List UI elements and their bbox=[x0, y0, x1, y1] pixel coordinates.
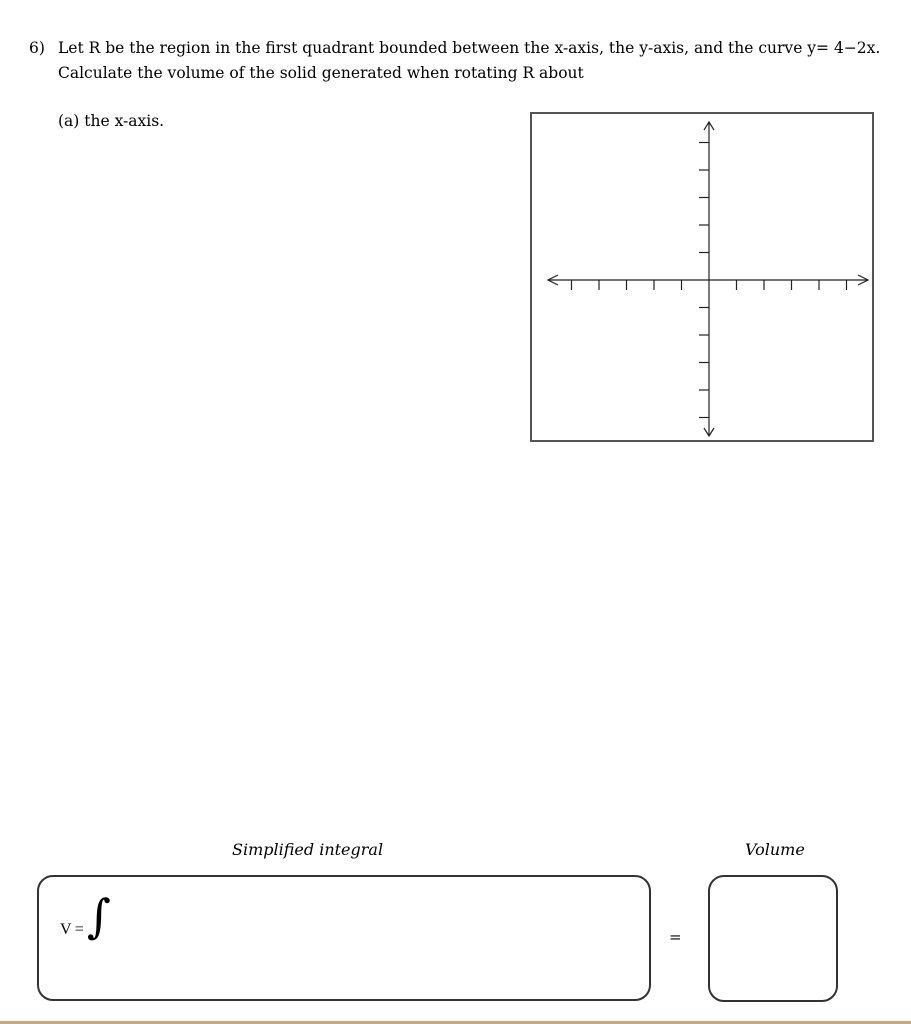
problem-text-line-1: Let R be the region in the first quadrant bounded between the x-axis, the y-axis, and the curve y= 4−2x. bbox=[58, 39, 881, 57]
problem-number: 6) bbox=[29, 39, 45, 57]
integral-answer-box[interactable] bbox=[37, 875, 651, 1001]
equals-sign: = bbox=[669, 928, 682, 946]
volume-label: Volume bbox=[745, 840, 805, 859]
part-a-label: (a) the x-axis. bbox=[58, 112, 165, 130]
problem-text-line-2: Calculate the volume of the solid generated when rotating R about bbox=[58, 64, 584, 82]
axes-graphic bbox=[532, 114, 872, 440]
integral-symbol: ∫ bbox=[87, 889, 111, 943]
coordinate-grid bbox=[530, 112, 874, 442]
volume-answer-box[interactable] bbox=[708, 875, 838, 1002]
v-equals-label: V = bbox=[60, 921, 84, 938]
simplified-integral-label: Simplified integral bbox=[232, 840, 384, 859]
